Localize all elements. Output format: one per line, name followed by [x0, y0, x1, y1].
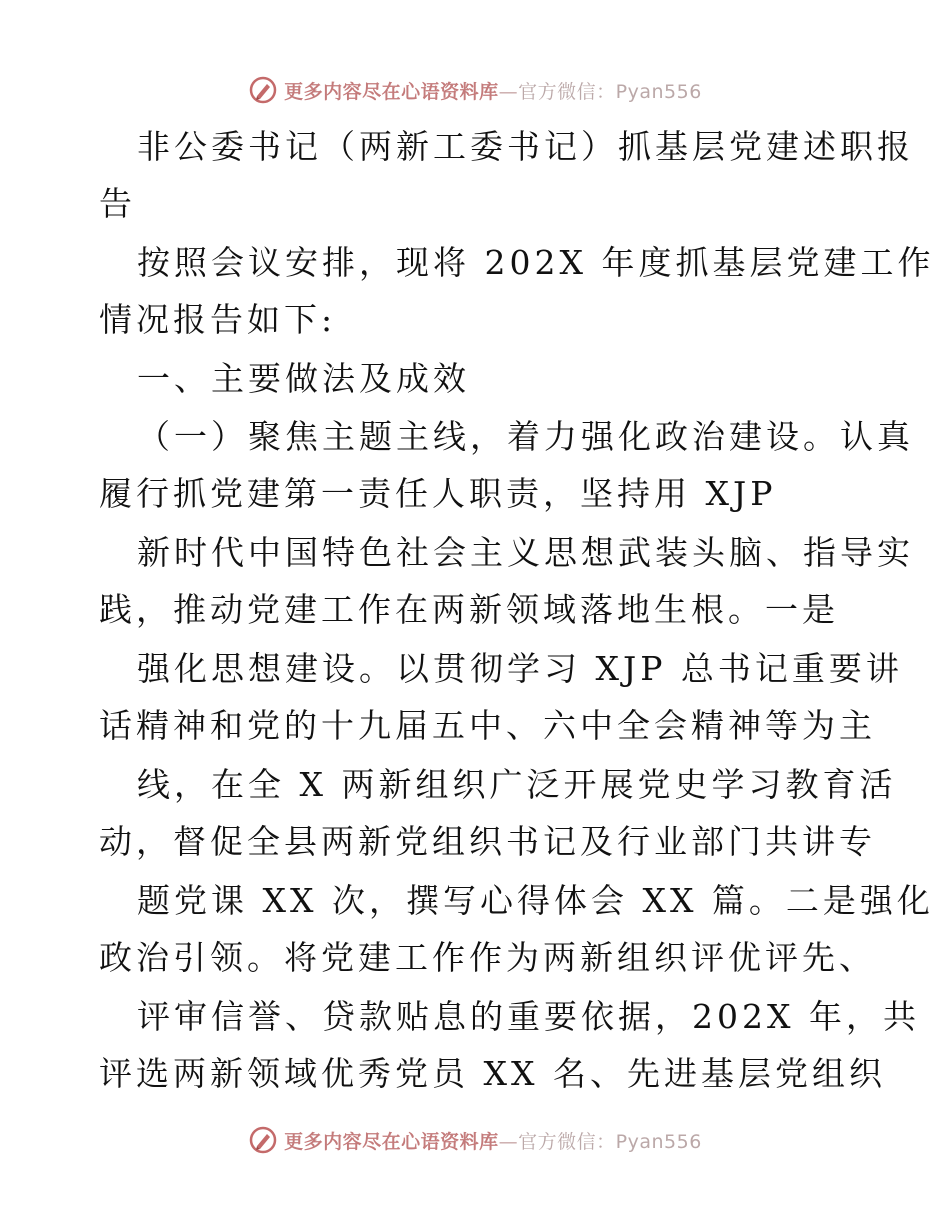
watermark-brand: 更多内容尽在心语资料库 [284, 1130, 499, 1153]
text-line: 履行抓党建第一责任人职责，坚持用 XJP [99, 474, 777, 513]
watermark-text [284, 77, 702, 104]
watermark-text [284, 1127, 702, 1154]
text-line: 新时代中国特色社会主义思想武装头脑、指导实 [137, 533, 914, 572]
text-line: 线，在全 X 两新组织广泛开展党史学习教育活 [137, 765, 897, 804]
text-line: 评选两新领域优秀党员 XX 名、先进基层党组织 [99, 1054, 886, 1093]
footer-watermark [0, 1122, 950, 1158]
text-line: 按照会议安排，现将 202X 年度抓基层党建工作 [137, 243, 935, 282]
title-line-2: 告 [99, 184, 136, 223]
text-line: （一）聚焦主题主线，着力强化政治建设。认真 [137, 417, 914, 456]
text-line: 动，督促全县两新党组织书记及行业部门共讲专 [99, 822, 876, 861]
watermark-separator: — [498, 80, 519, 103]
text-line: 话精神和党的十九届五中、六中全会精神等为主 [99, 706, 876, 745]
watermark-contact: 官方微信：Pyan556 [518, 1130, 702, 1153]
watermark-separator: — [498, 1130, 519, 1153]
title-line-1: 非公委书记（两新工委书记）抓基层党建述职报 [137, 127, 914, 166]
text-line: 题党课 XX 次，撰写心得体会 XX 篇。二是强化 [137, 881, 934, 920]
text-line: 情况报告如下: [99, 300, 337, 339]
pen-logo-icon [248, 1125, 278, 1155]
text-line: 践，推动党建工作在两新领域落地生根。一是 [99, 590, 839, 629]
pen-logo-icon [248, 75, 278, 105]
text-line: 评审信誉、贷款贴息的重要依据，202X 年，共 [137, 997, 920, 1036]
watermark-brand: 更多内容尽在心语资料库 [284, 80, 499, 103]
text-line: 强化思想建设。以贯彻学习 XJP 总书记重要讲 [137, 649, 903, 688]
header-watermark [0, 72, 950, 108]
section-heading: 一、主要做法及成效 [137, 359, 470, 398]
watermark-contact: 官方微信：Pyan556 [518, 80, 702, 103]
text-line: 政治引领。将党建工作作为两新组织评优评先、 [99, 938, 876, 977]
